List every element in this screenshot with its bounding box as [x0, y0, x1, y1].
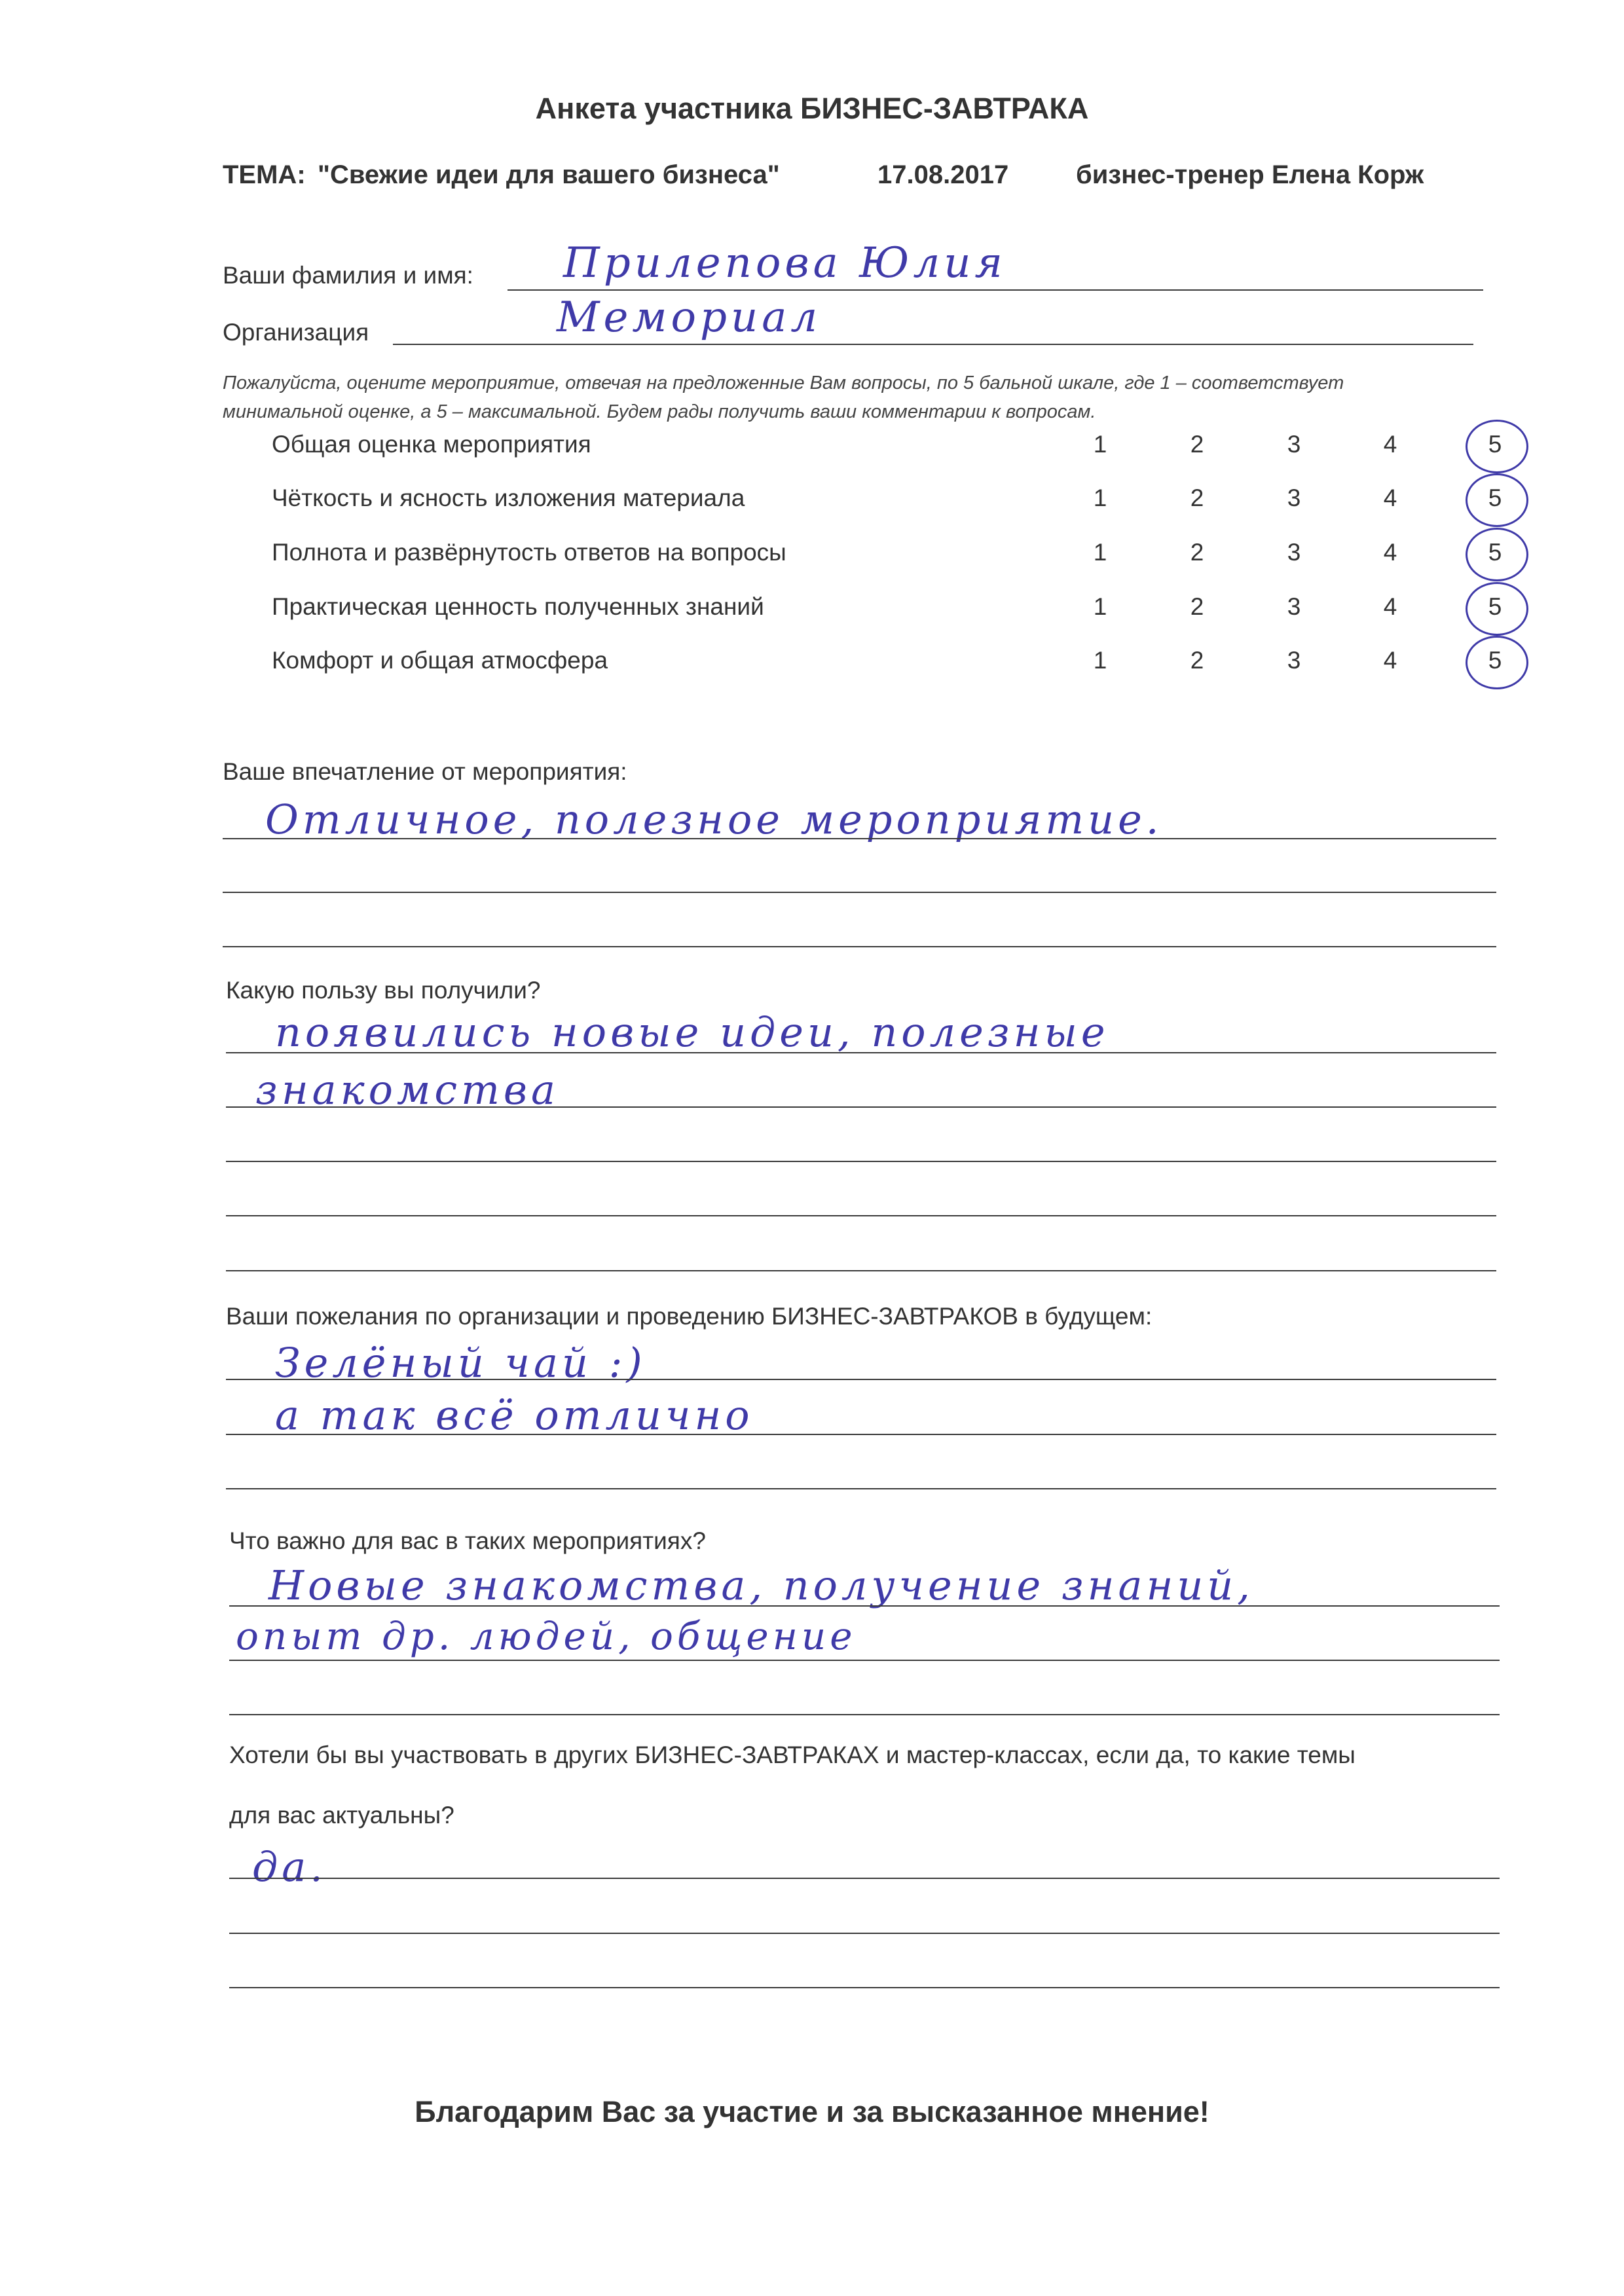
answer-line: [226, 1052, 1496, 1053]
answer-line: [229, 1660, 1500, 1661]
rating-row: [272, 539, 1555, 578]
name-label: Ваши фамилия и имя:: [223, 262, 473, 289]
question-wishes-label: Ваши пожелания по организации и проведению БИЗНЕС-ЗАВТРАКОВ в будущем:: [226, 1303, 1153, 1330]
rating-row: [272, 647, 1555, 686]
rating-option-3[interactable]: 3: [1287, 593, 1301, 620]
rating-option-4[interactable]: 4: [1383, 539, 1397, 566]
rating-option-4[interactable]: 4: [1383, 593, 1397, 620]
rating-option-3[interactable]: 3: [1287, 484, 1301, 511]
thanks-message: Благодарим Вас за участие и за высказанное мнение!: [415, 2095, 1209, 2128]
answer-benefit-line1[interactable]: появились новые идеи, полезные: [275, 1008, 1109, 1056]
rating-label: Чёткость и ясность изложения материала: [272, 484, 745, 511]
theme-label: ТЕМА:: [223, 160, 306, 189]
rating-selected-circle: [1466, 582, 1528, 636]
rating-row: [272, 593, 1555, 632]
rating-row: [272, 431, 1555, 470]
rating-option-5[interactable]: 5: [1488, 539, 1502, 566]
event-date: 17.08.2017: [877, 160, 1009, 189]
answer-line: [229, 1987, 1500, 1988]
rating-option-3[interactable]: 3: [1287, 539, 1301, 566]
rating-option-4[interactable]: 4: [1383, 431, 1397, 458]
answer-impression-line1[interactable]: Отличное, полезное мероприятие.: [265, 795, 1163, 843]
rating-label: Практическая ценность полученных знаний: [272, 593, 764, 620]
question-impression-label: Ваше впечатление от мероприятия:: [223, 758, 627, 785]
instructions-text: Пожалуйста, оцените мероприятие, отвечая на предложенные Вам вопросы, по 5 бальной шкале, где 1 – соответствует минимальной оценке, а 5 – максимальной. Будем рады получить ваши комментарии к вопросам.: [223, 373, 1344, 422]
rating-label: Общая оценка мероприятия: [272, 431, 591, 458]
rating-label: Комфорт и общая атмосфера: [272, 647, 608, 674]
rating-option-1[interactable]: 1: [1093, 593, 1107, 620]
question-benefit-label: Какую пользу вы получили?: [226, 977, 541, 1004]
rating-option-2[interactable]: 2: [1190, 593, 1204, 620]
answer-line: [229, 1933, 1500, 1934]
rating-label: Полнота и развёрнутость ответов на вопросы: [272, 539, 786, 566]
theme-text: "Свежие идеи для вашего бизнеса": [318, 160, 780, 189]
answer-line: [226, 1161, 1496, 1162]
answer-line: [226, 1434, 1496, 1435]
answer-line: [226, 1270, 1496, 1271]
rating-option-3[interactable]: 3: [1287, 431, 1301, 458]
answer-wishes-line1[interactable]: Зелёный чай :): [275, 1339, 646, 1387]
org-value[interactable]: Мемориал: [557, 293, 822, 342]
org-line: [393, 344, 1473, 345]
rating-option-2[interactable]: 2: [1190, 539, 1204, 566]
question-future-label-cont: для вас актуальны?: [229, 1802, 454, 1829]
answer-line: [226, 1215, 1496, 1216]
answer-line: [226, 1106, 1496, 1108]
answer-line: [223, 946, 1496, 947]
rating-option-2[interactable]: 2: [1190, 484, 1204, 511]
answer-benefit-line2[interactable]: знакомства: [255, 1066, 559, 1114]
rating-row: [272, 484, 1555, 524]
name-line: [507, 289, 1483, 291]
rating-option-1[interactable]: 1: [1093, 431, 1107, 458]
org-label: Организация: [223, 319, 369, 346]
answer-line: [229, 1878, 1500, 1879]
answer-wishes-line2[interactable]: а так всё отлично: [275, 1391, 754, 1439]
rating-option-4[interactable]: 4: [1383, 647, 1397, 674]
answer-future-line1[interactable]: да.: [252, 1843, 327, 1891]
answer-line: [223, 892, 1496, 893]
answer-line: [226, 1379, 1496, 1380]
trainer-name: бизнес-тренер Елена Корж: [1076, 160, 1424, 189]
rating-option-5[interactable]: 5: [1488, 593, 1502, 620]
rating-option-2[interactable]: 2: [1190, 431, 1204, 458]
answer-important-line1[interactable]: Новые знакомства, получение знаний,: [268, 1561, 1254, 1609]
answer-line: [223, 838, 1496, 839]
rating-option-1[interactable]: 1: [1093, 484, 1107, 511]
rating-selected-circle: [1466, 528, 1528, 581]
rating-option-1[interactable]: 1: [1093, 539, 1107, 566]
rating-selected-circle: [1466, 473, 1528, 527]
rating-option-5[interactable]: 5: [1488, 431, 1502, 458]
question-future-label: Хотели бы вы участвовать в других БИЗНЕС-ЗАВТРАКАХ и мастер-классах, если да, то какие темы: [229, 1741, 1356, 1768]
rating-option-1[interactable]: 1: [1093, 647, 1107, 674]
rating-option-5[interactable]: 5: [1488, 484, 1502, 511]
answer-line: [229, 1714, 1500, 1715]
rating-option-5[interactable]: 5: [1488, 647, 1502, 674]
answer-line: [226, 1488, 1496, 1489]
form-title: Анкета участника БИЗНЕС-ЗАВТРАКА: [535, 92, 1089, 125]
rating-selected-circle: [1466, 636, 1528, 689]
rating-option-2[interactable]: 2: [1190, 647, 1204, 674]
question-important-label: Что важно для вас в таких мероприятиях?: [229, 1527, 706, 1554]
rating-option-4[interactable]: 4: [1383, 484, 1397, 511]
rating-option-3[interactable]: 3: [1287, 647, 1301, 674]
answer-important-line2[interactable]: опыт др. людей, общение: [236, 1614, 857, 1658]
rating-selected-circle: [1466, 420, 1528, 473]
answer-line: [229, 1605, 1500, 1607]
name-value[interactable]: Прилепова Юлия: [563, 239, 1006, 287]
